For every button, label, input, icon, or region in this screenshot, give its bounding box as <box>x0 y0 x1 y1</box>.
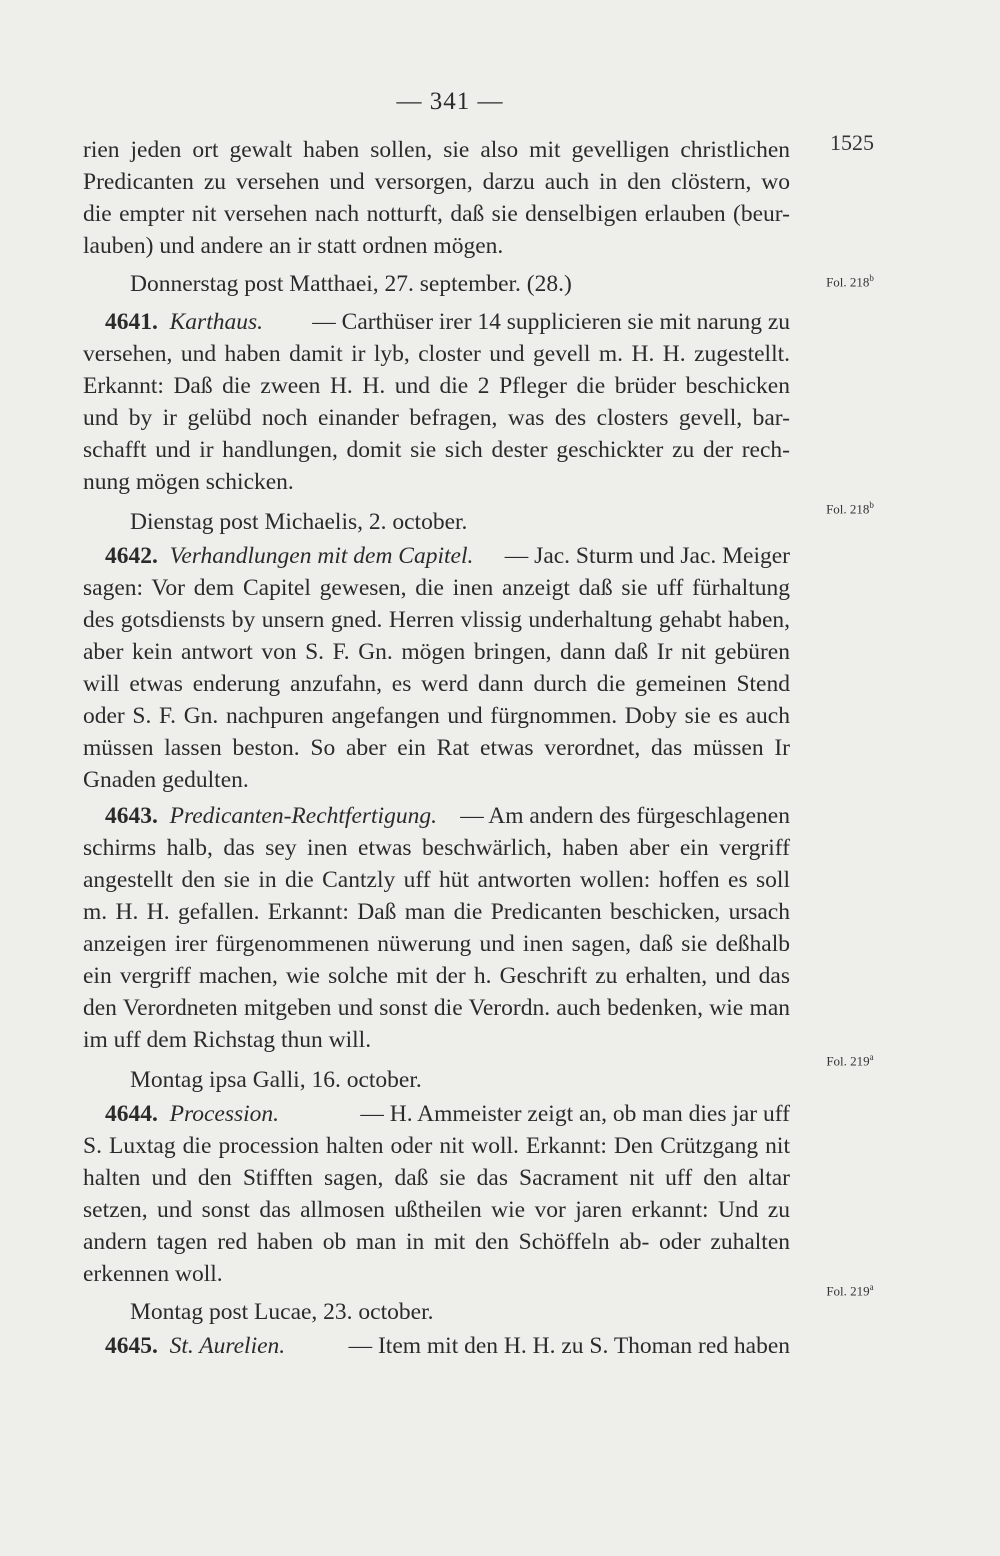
margin-folio <box>810 1052 890 1069</box>
folio-text: Fol. 219 <box>826 1283 870 1299</box>
entry-title: St. Aurelien. <box>169 1333 286 1359</box>
date-heading: Dienstag post Michaelis, 2. october. <box>130 509 468 535</box>
text-line: will etwas enderung anzufahn, es werd dann durch die gemeinen Stend <box>83 671 790 697</box>
entry-title: Karthaus. <box>169 309 263 335</box>
folio-suffix: b <box>869 500 874 510</box>
text-line: lauben) und andere an ir statt ordnen mögen. <box>83 233 504 259</box>
folio-suffix: a <box>869 1282 874 1292</box>
entry-4643-first-line <box>105 800 790 832</box>
text-line: müssen lassen beston. So aber ein Rat etwas verordnet, das müssen Ir <box>83 735 790 761</box>
folio-suffix: b <box>869 273 874 283</box>
text-line: des gotsdiensts by unsern gned. Herren vlissig underhaltung gehabt haben, <box>83 607 790 633</box>
entry-title: Predicanten-Rechtfertigung. <box>169 803 437 829</box>
entry-4645-first-line <box>105 1330 790 1362</box>
folio-text: Fol. 218 <box>826 501 870 517</box>
text-line: S. Luxtag die procession halten oder nit woll. Erkannt: Den Crützgang nit <box>83 1133 790 1159</box>
entry-number: 4643. <box>105 803 158 829</box>
text-line: schafft und ir handlungen, domit sie sich dester geschickter zu der rech- <box>83 437 790 463</box>
text-line: ein vergriff machen, wie solche mit der h. Geschrift zu erhalten, und das <box>83 963 790 989</box>
text-line: — Am andern des fürgeschlagenen <box>460 803 790 829</box>
text-line: schirms halb, das sey inen etwas beschwärlich, haben aber ein vergriff <box>83 835 790 861</box>
margin-folio <box>810 273 890 290</box>
margin-year: 1525 <box>830 130 874 155</box>
text-line: oder S. F. Gn. nachpuren angefangen und fürgnommen. Doby sie es auch <box>83 703 790 729</box>
entry-number: 4645. <box>105 1333 158 1359</box>
margin-folio <box>810 1282 890 1299</box>
folio-text: Fol. 218 <box>826 274 870 290</box>
text-line: halten und den Stifften sagen, daß sie das Sacrament nit uff den altar <box>83 1165 790 1191</box>
entry-4644-first-line <box>105 1098 790 1130</box>
entry-title: Procession. <box>169 1101 280 1127</box>
margin-folio <box>810 500 890 517</box>
text-line: — Item mit den H. H. zu S. Thoman red haben <box>348 1333 790 1359</box>
date-heading: Montag ipsa Galli, 16. october. <box>130 1067 422 1093</box>
text-line: andern tagen red haben ob man in mit den Schöffeln ab- oder zuhalten <box>83 1229 790 1255</box>
text-line: rien jeden ort gewalt haben sollen, sie also mit gevelligen christlichen <box>83 137 790 163</box>
folio-suffix: a <box>869 1052 874 1062</box>
text-line: anzeigen irer fürgenommenen nüwerung und inen sagen, daß sie deßhalb <box>83 931 790 957</box>
text-line: Erkannt: Daß die zween H. H. und die 2 Pfleger die brüder beschicken <box>83 373 790 399</box>
entry-number: 4642. <box>105 543 158 569</box>
entry-4642-first-line <box>105 540 790 572</box>
entry-number: 4641. <box>105 309 158 335</box>
text-line: setzen, und sonst das allmosen ußtheilen wie vor jaren erkannt: Und zu <box>83 1197 790 1223</box>
text-line: erkennen woll. <box>83 1261 223 1287</box>
date-heading: Montag post Lucae, 23. october. <box>130 1299 434 1325</box>
text-line: nung mögen schicken. <box>83 469 294 495</box>
text-line: versehen, und haben damit ir lyb, closter und gevell m. H. H. zugestellt. <box>83 341 790 367</box>
date-heading: Donnerstag post Matthaei, 27. september. (28.) <box>130 271 572 297</box>
text-line: aber kein antwort von S. F. Gn. mögen bringen, dann daß Ir nit gebüren <box>83 639 790 665</box>
text-line: — Jac. Sturm und Jac. Meiger <box>504 543 790 569</box>
text-line: m. H. H. gefallen. Erkannt: Daß man die Predicanten beschicken, ursach <box>83 899 790 925</box>
text-line: — Carthüser irer 14 supplicieren sie mit narung zu <box>312 309 790 335</box>
entry-number: 4644. <box>105 1101 158 1127</box>
text-line: und by ir gelübd noch einander befragen, was des closters gevell, bar- <box>83 405 790 431</box>
text-line: die empter nit versehen nach notturft, daß sie denselbigen erlauben (beur- <box>83 201 790 227</box>
text-line: Predicanten zu versehen und versorgen, darzu auch in den clöstern, wo <box>83 169 790 195</box>
text-line: im uff dem Richstag thun will. <box>83 1027 372 1053</box>
text-line: — H. Ammeister zeigt an, ob man dies jar uff <box>360 1101 790 1127</box>
entry-4641-first-line <box>105 306 790 338</box>
page-number: — 341 — <box>396 88 504 115</box>
folio-text: Fol. 219 <box>826 1053 870 1069</box>
text-line: den Verordneten mitgeben und sonst die Verordn. auch bedenken, wie man <box>83 995 790 1021</box>
text-line: sagen: Vor dem Capitel gewesen, die inen anzeigt daß sie uff fürhaltung <box>83 575 790 601</box>
text-line: Gnaden gedulten. <box>83 767 249 793</box>
entry-title: Verhandlungen mit dem Capitel. <box>169 543 474 569</box>
text-line: angestellt den sie in die Cantzly uff hüt antworten wollen: hoffen es soll <box>83 867 790 893</box>
